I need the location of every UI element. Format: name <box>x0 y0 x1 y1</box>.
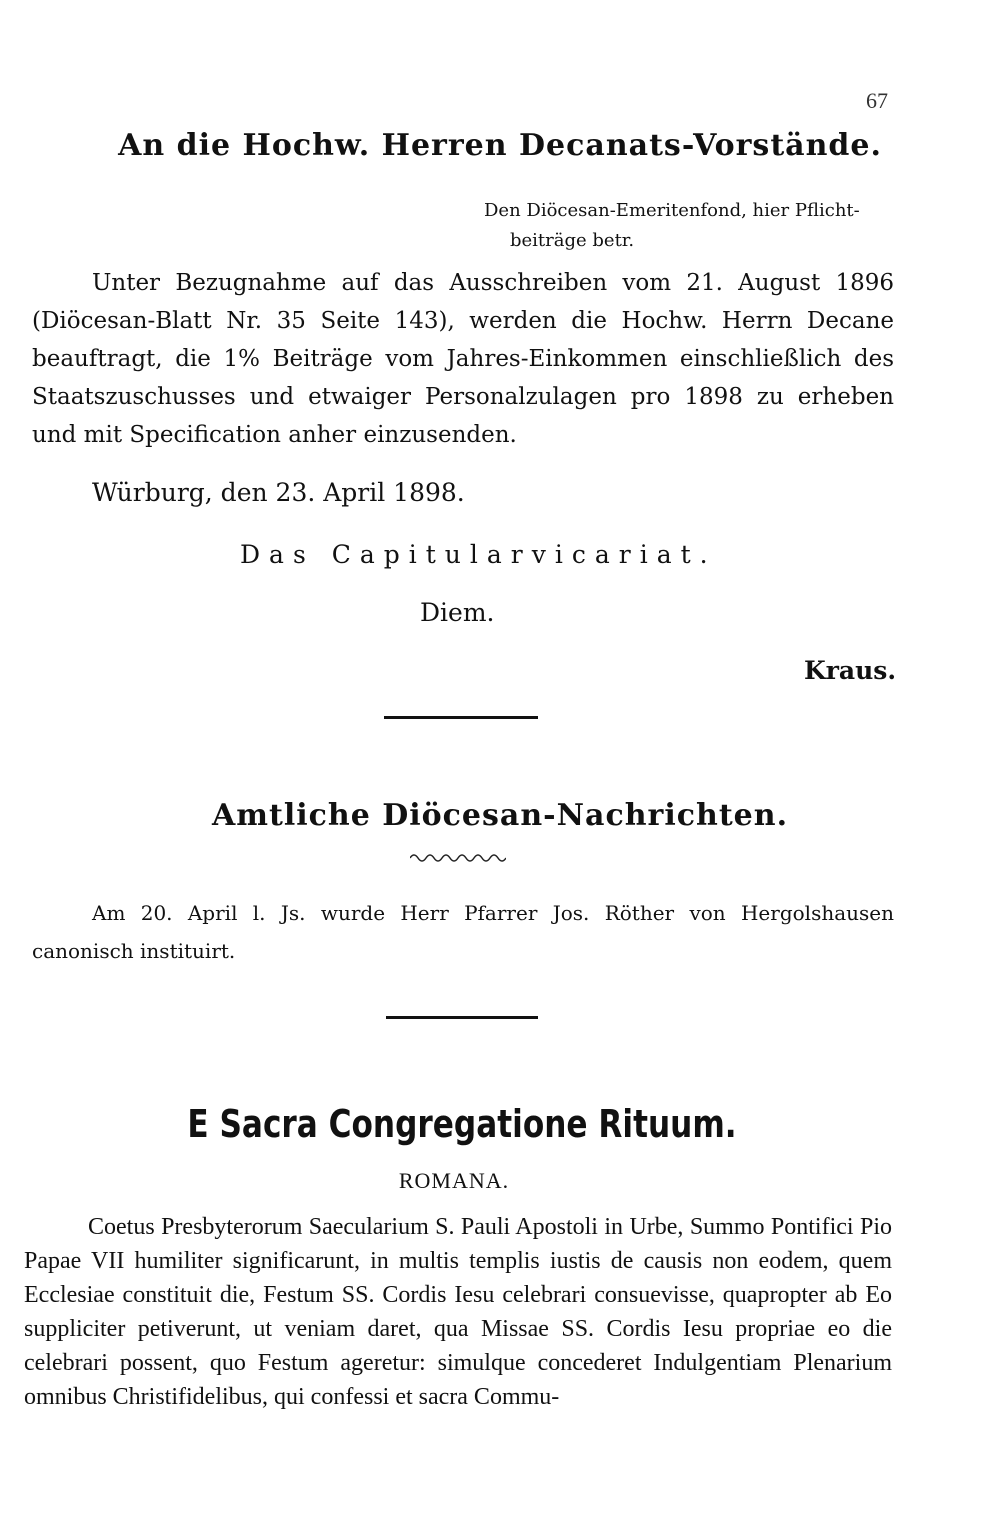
section-heading-decanats: An die Hochw. Herren Decanats-Vorstände. <box>118 128 882 163</box>
section-heading-nachrichten: Amtliche Diöcesan-Nachrichten. <box>211 798 789 833</box>
latin-body-paragraph: Coetus Presbyterorum Saecularium S. Pauli Apostoli in Urbe, Summo Pontifici Pio Papae VII humiliter significarunt, in multis templis iustis de causis non eodem, quem Ecclesiae constituit die, Festum SS. Cordis Iesu celebrari consuevisse, quapropter ab Eo suppliciter petiverunt, ut veniam daret, qua Missae SS. Cordis Iesu propriae eo die celebrari possent, quo Festum ageretur: simulque concederet Indulgentiam Plenarium omnibus Christifidelibus, qui confessi et sacra Commu- <box>24 1214 892 1410</box>
signature-diem: Diem. <box>420 598 495 627</box>
subject-line-2: beiträge betr. <box>510 230 635 251</box>
section-divider <box>386 1016 538 1019</box>
ornament-squiggle <box>410 852 506 864</box>
section-divider <box>384 716 538 719</box>
subject-line <box>484 196 904 256</box>
subject-line-1: Den Diöcesan-Emeritenfond, hier Pflicht- <box>484 200 860 221</box>
signature-kraus: Kraus. <box>804 656 897 685</box>
section-heading-rituum: E Sacra Congregatione Rituum. <box>187 1102 737 1146</box>
notice-paragraph <box>32 894 894 970</box>
signer-office: Das Capitularvicariat. <box>240 540 717 569</box>
notice-text: Am 20. April l. Js. wurde Herr Pfarrer Jos. Röther von Hergolshausen canonisch instituirt. <box>32 901 894 963</box>
page-number: 67 <box>866 88 888 113</box>
dateline: Würburg, den 23. April 1898. <box>92 478 465 507</box>
body-paragraph-emeritenfond: Unter Bezugnahme auf das Ausschreiben vom 21. August 1896 (Diöcesan-Blatt Nr. 35 Seite 143), werden die Hochw. Herrn Decane beauftragt, die 1% Beiträge vom Jahres-Einkommen einschließlich des Staatszuschusses und etwaiger Personalzulagen pro 1898 zu erheben und mit Specification anher einzusenden. <box>32 270 894 448</box>
subheading-romana: ROMANA. <box>398 1168 510 1193</box>
